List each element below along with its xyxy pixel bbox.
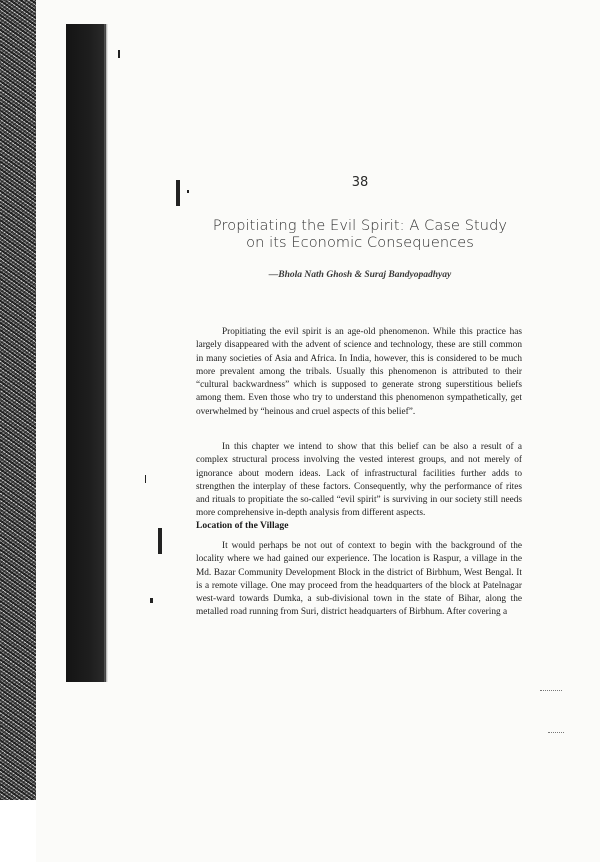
scan-mark — [118, 50, 120, 58]
authors-line: —Bhola Nath Ghosh & Suraj Bandyopadhyay — [268, 270, 452, 280]
scan-mark — [176, 180, 180, 206]
scan-mark — [145, 475, 146, 483]
body-paragraph — [196, 441, 522, 521]
scan-mark — [540, 690, 562, 691]
section-heading: Location of the Village — [196, 520, 289, 531]
scan-mark — [548, 732, 564, 733]
paragraph-text: Propitiating the evil spirit is an age-old phenomenon. While this practice has largely disappeared with the advent of science and technology, these are still common in many societies of Asia and Africa. In India, however, this is considered to be much more prevalent among the tribals. Usually this phenomenon is attributed to their “cultural backwardness” which is supposed to generate strong superstitious beliefs among them. Even those who try to understand this phenomenon sympathetically, get overwhelmed by “heinous and cruel aspects of this belief”. — [196, 327, 522, 417]
chapter-title-line: Propitiating the Evil Spirit: A Case Study — [212, 218, 508, 234]
binding-shadow-fade — [104, 24, 108, 682]
chapter-title-line: on its Economic Consequences — [246, 235, 474, 251]
body-paragraph — [196, 540, 522, 620]
page-number: 38 — [351, 175, 369, 190]
paragraph-text: In this chapter we intend to show that this belief can be also a result of a complex structural process involving the vested interest groups, and not merely of ignorance about modern ideas. Lack of infrastructural facilities further adds to strengthen the interplay of these factors. Consequently, why the performance of rites and rituals to propitiate the so-called “evil spirit” is surviving in our society still needs more comprehensive in-depth analysis from different aspects. — [196, 442, 522, 519]
body-paragraph — [196, 326, 522, 419]
scanner-edge-bottom — [0, 800, 36, 862]
scan-mark — [158, 528, 162, 554]
chapter-title — [140, 218, 580, 252]
scan-mark — [187, 190, 189, 193]
binding-shadow — [66, 24, 106, 682]
scan-mark — [150, 598, 153, 603]
paragraph-text: It would perhaps be not out of context to begin with the background of the locality where we had gained our experience. The location is Raspur, a village in the Md. Bazar Community Development Block in the district of Birbhum, West Bengal. It is a remote village. One may proceed from the headquarters of the block at Patelnagar west-ward towards Dumka, a sub-divisional town in the state of Bihar, along the metalled road running from Suri, district headquarters of Birbhum. After covering a — [196, 541, 522, 618]
scanner-edge-texture — [0, 0, 36, 800]
